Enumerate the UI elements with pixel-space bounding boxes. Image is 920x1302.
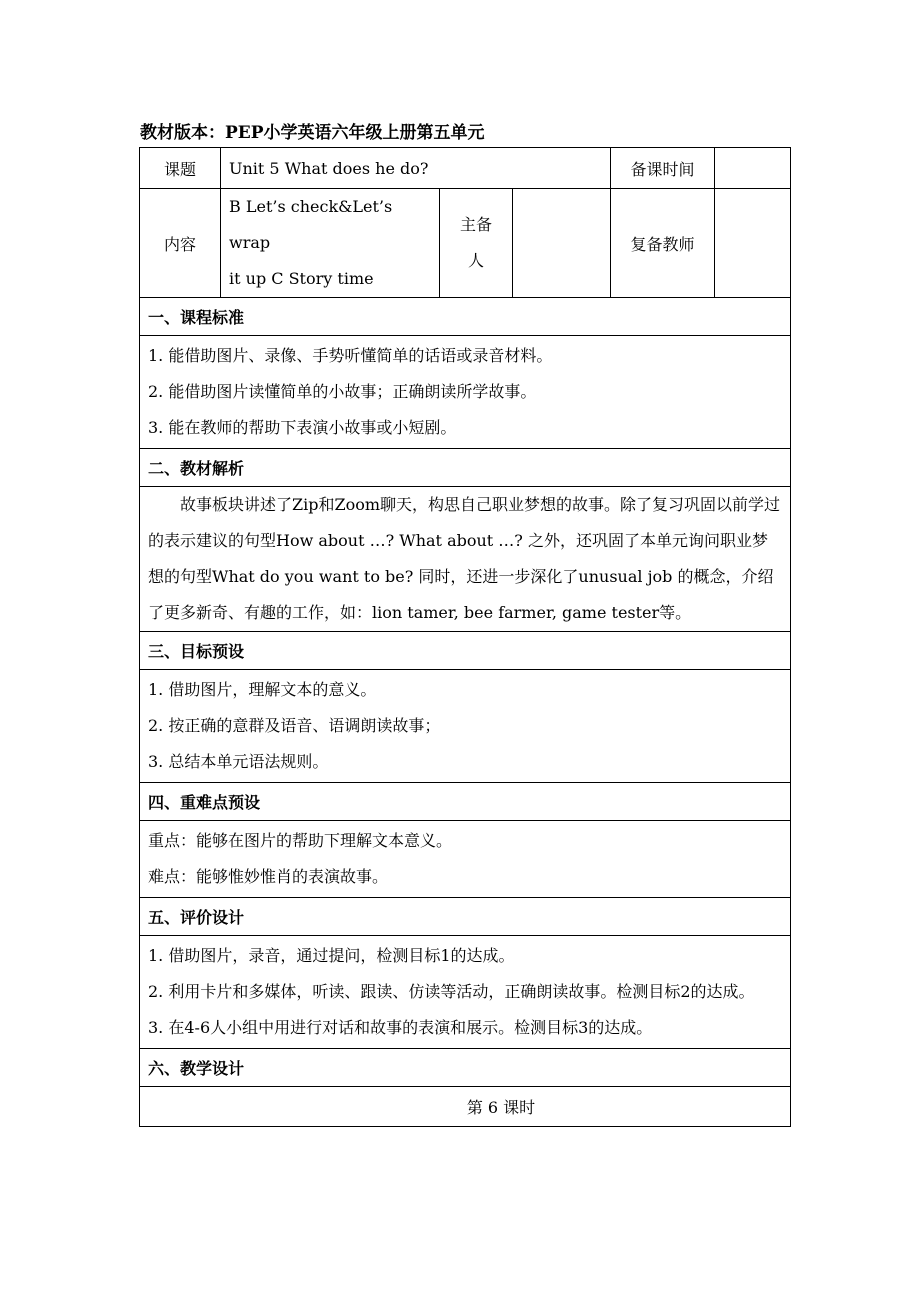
section-body-row bbox=[140, 936, 791, 1049]
section-3-body bbox=[140, 670, 791, 783]
section-5-title: 五、评价设计 bbox=[140, 898, 791, 936]
lead-label-line2: 人 bbox=[467, 251, 484, 270]
section-2-title: 二、教材解析 bbox=[140, 449, 791, 487]
section-header-row bbox=[140, 783, 791, 821]
list-item: 2. 利用卡片和多媒体，听读、跟读、仿读等活动，正确朗读故事。检测目标2的达成。 bbox=[148, 982, 755, 1001]
section-1-body bbox=[140, 336, 791, 449]
section-1-title: 一、课程标准 bbox=[140, 298, 791, 336]
section-4-title: 四、重难点预设 bbox=[140, 783, 791, 821]
lead-teacher-label bbox=[440, 189, 513, 298]
section-header-row bbox=[140, 1049, 791, 1087]
reviewer-value bbox=[715, 189, 791, 298]
list-item: 3. 能在教师的帮助下表演小故事或小短剧。 bbox=[148, 418, 457, 437]
section-4-body bbox=[140, 821, 791, 898]
list-item: 1. 能借助图片、录像、手势听懂简单的话语或录音材料。 bbox=[148, 346, 553, 365]
section-6-title: 六、教学设计 bbox=[140, 1049, 791, 1087]
section-3-title: 三、目标预设 bbox=[140, 632, 791, 670]
lesson-number: 第 6 课时 bbox=[140, 1087, 791, 1127]
section-body-row bbox=[140, 670, 791, 783]
section-5-body bbox=[140, 936, 791, 1049]
list-item: 2. 能借助图片读懂简单的小故事；正确朗读所学故事。 bbox=[148, 382, 537, 401]
section-2-paragraph: 故事板块讲述了Zip和Zoom聊天，构思自己职业梦想的故事。除了复习巩固以前学过的表示建议的句型How about …? What about …? 之外，还巩固了本单元询问职业梦想的句型What do you want to be? 同时，还进一步深化了unusual job 的概念，介绍了更多新奇、有趣的工作，如：lion tamer, bee farmer, game tester等。 bbox=[140, 487, 791, 632]
topic-row bbox=[140, 148, 791, 189]
list-item: 1. 借助图片，理解文本的意义。 bbox=[148, 680, 377, 699]
section-header-row bbox=[140, 449, 791, 487]
list-item: 重点：能够在图片的帮助下理解文本意义。 bbox=[148, 831, 453, 850]
section-body-row bbox=[140, 487, 791, 632]
document-title: 教材版本：PEP小学英语六年级上册第五单元 bbox=[140, 123, 485, 143]
list-item: 2. 按正确的意群及语音、语调朗读故事； bbox=[148, 716, 441, 735]
prep-time-label: 备课时间 bbox=[611, 148, 715, 189]
list-item: 难点：能够惟妙惟肖的表演故事。 bbox=[148, 867, 389, 886]
lesson-row bbox=[140, 1087, 791, 1127]
topic-label: 课题 bbox=[140, 148, 221, 189]
lead-label-line1: 主备 bbox=[459, 215, 492, 234]
section-header-row bbox=[140, 298, 791, 336]
content-value bbox=[221, 189, 440, 298]
lesson-plan-table bbox=[139, 147, 791, 1127]
list-item: 3. 总结本单元语法规则。 bbox=[148, 752, 329, 771]
content-label: 内容 bbox=[140, 189, 221, 298]
lead-teacher-value bbox=[513, 189, 611, 298]
list-item: 1. 借助图片，录音，通过提问，检测目标1的达成。 bbox=[148, 946, 515, 965]
content-value-line1: B Let’s check&Let’s wrap bbox=[229, 197, 393, 252]
section-header-row bbox=[140, 898, 791, 936]
prep-time-value bbox=[715, 148, 791, 189]
section-body-row bbox=[140, 821, 791, 898]
section-header-row bbox=[140, 632, 791, 670]
content-value-line2: it up C Story time bbox=[229, 269, 374, 288]
list-item: 3. 在4-6人小组中用进行对话和故事的表演和展示。检测目标3的达成。 bbox=[148, 1018, 653, 1037]
reviewer-label: 复备教师 bbox=[611, 189, 715, 298]
section-body-row bbox=[140, 336, 791, 449]
content-row bbox=[140, 189, 791, 298]
topic-value: Unit 5 What does he do? bbox=[221, 148, 611, 189]
